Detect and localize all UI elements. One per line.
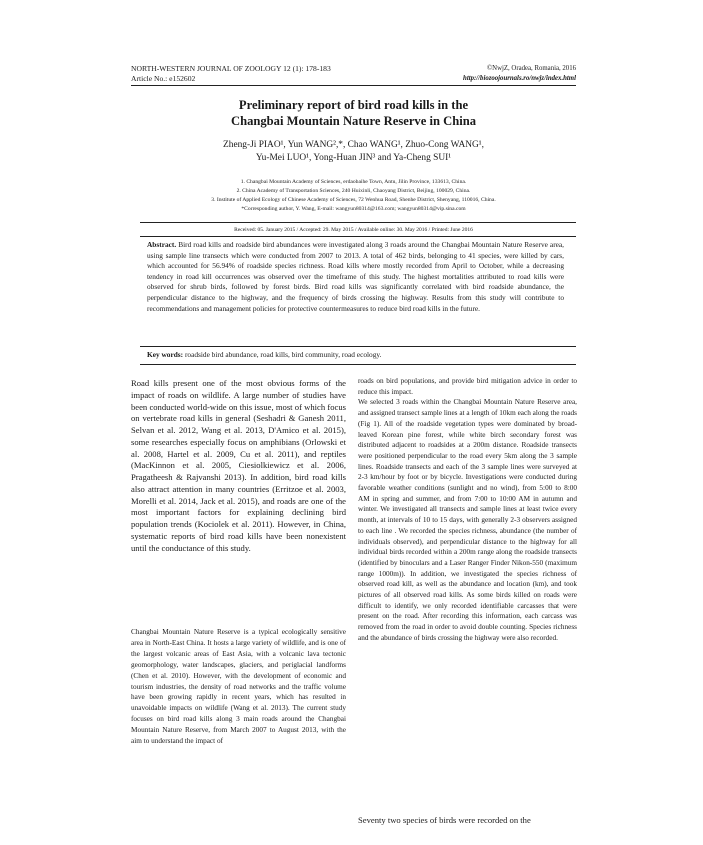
affiliations <box>131 178 576 214</box>
journal-name: NORTH-WESTERN JOURNAL OF ZOOLOGY 12 (1): 178-183 <box>131 64 331 73</box>
paragraph-study-area: Changbai Mountain Nature Reserve is a typical ecologically sensitive area in North-East China. It hosts a large variety of wildlife, and is one of the largest volcanic areas of East Asia, with a volcanic lava tectonic geomorphology, water landscapes, glaciers, and periglacial landforms (Chen et al. 2010). However, with the development of economic and tourism industries, the density of road networks and the traffic volume have been growing rapidly in recent years, which has resulted in unavoidable impacts on wildlife (Wang et al. 2013). The current study focuses on bird road kills along 3 main roads around the Changbai Mountain Nature Reserve, from March 2007 to August 2013, with the aim to understand the impact of <box>131 628 346 746</box>
body-right-column <box>358 376 577 644</box>
affiliation-2: 2. China Academy of Transportation Sciences, 240 Huixinli, Chaoyang District, Beijing, 100029, China. <box>236 188 471 194</box>
body-right-column-lower <box>358 815 577 827</box>
journal-copyright-block <box>316 64 576 83</box>
divider-below-keywords <box>140 364 576 365</box>
paragraph-introduction: Road kills present one of the most obvious forms of the impact of roads on wildlife. A large number of studies have been conducted world-wide on this issue, most of which focus on vertebrate road kills in general (Seshadri & Ganesh 2011, Selvan et al. 2012, Wang et al. 2013, D'Amico et al. 2015), some researches especially focus on amphibians (Orlowski et al. 2008, Hartel et al. 2009, Cu et al. 2011), and reptiles (MacKinnon et al. 2005, Ciesiolkiewicz et al. 2006, Pragatheesh & Rajvanshi 2013). In addition, bird road kills also attract attention in many countries (Erritzoe et al. 2003, Morelli et al. 2014, Jack et al. 2015), and roads are one of the most important factors for explaining declining bird population trends (Kociolek et al. 2011). However, in China, systematic reports of bird road kills have been nonexistent until the conductance of this study. <box>131 378 346 553</box>
authors-line-2: Yu-Mei LUO¹, Yong-Huan JIN³ and Ya-Cheng SUI¹ <box>255 153 452 164</box>
journal-url-link[interactable]: http://biozoojournals.ro/nwjz/index.html <box>463 74 576 82</box>
abstract <box>147 240 564 314</box>
abstract-label: Abstract. <box>147 240 177 249</box>
divider-above-dates <box>140 222 576 223</box>
article-title <box>131 98 576 129</box>
body-left-column-lower <box>131 627 346 747</box>
keywords-text: roadside bird abundance, road kills, bird community, road ecology. <box>184 350 382 359</box>
keywords-label: Key words: <box>147 350 184 359</box>
body-left-column <box>131 378 346 554</box>
paragraph-aim: roads on bird populations, and provide bird mitigation advice in order to reduce this impact. <box>358 377 577 396</box>
paragraph-methods: We selected 3 roads within the Changbai Mountain Nature Reserve area, and assigned transect sample lines at a length of 10km each along the roads (Fig 1). All of the roadside vegetation types were dominated by broad-leaved Korean pine forest, while white birch secondary forest was distributed adjacent to roadsides at a 200m distance. Roadside transects were positioned perpendicular to the road every 5km along the 3 sample lines. Roadside transects and each of the 3 sample lines were surveyed at 2-3 km/hour by foot or by bicycle. Investigations were conducted during favorable weather conditions (sunlight and no wind), from 5:00 to 8:00 AM in spring and summer, and from 7:00 to 10:00 AM in autumn and winter. We investigated all transects and sample lines at least twice every month, at intervals of 10 to 15 days, with generally 2-3 observers assigned to each line . We recorded the species richness, abundance (the number of individuals observed), and perpendicular distance to the highway for all individual birds recorded within a 200m range along the roadside transects (identified by binoculars and a Laser Ranger Finder Nikon-550 (maximum range 1000m)). In addition, we investigated the species richness of observed road kill, as well as the abundance and location (km), and took pictures of all observed road kills. As some birds killed on roads were difficult to identify, we only recorded identifiable carcasses that were present on the road. After recording this information, each carcass was removed from the road in order to avoid double counting. Species richness and the abundance of birds crossing the highway were also recorded. <box>358 398 577 642</box>
corresponding-author: *Corresponding author, Y. Wang, E-mail: wangyun80314@163.com; wangyun80314@vip.sina.com <box>241 206 466 212</box>
title-line-1: Preliminary report of bird road kills in the <box>238 98 469 112</box>
affiliation-1: 1. Changbai Mountain Academy of Sciences, erdaobaihe Town, Antu, Jilin Province, 133613, China. <box>240 179 467 185</box>
affiliation-3: 3. Institute of Applied Ecology of Chinese Academy of Sciences, 72 Wenhua Road, Shenhe District, Shenyang, 110016, China. <box>211 197 496 203</box>
divider-above-keywords <box>140 346 576 347</box>
header-divider <box>131 85 576 86</box>
abstract-text: Bird road kills and roadside bird abundances were investigated along 3 roads around the Changbai Mountain Nature Reserve area, using sample line transects which were conducted from 2007 to 2013. A total of 462 birds, belonging to 41 species, were killed by cars, which accounted for 56.94% of roadside species richness. Road kills where mostly recorded from April to October, while a decreasing tendency in road kill occurrences was observed over the timeframe of this study. The highest mortalities attributed to road kills were observed for shrub birds, followed by forest birds. Bird road kills was significantly correlated with bird roadside abundance, the perpendicular distance to the highway, and the frequency of birds crossing the highway. Results from this study will contribute to recommendations and management policies for protective countermeasures to reduce bird road kills in the future. <box>147 240 564 313</box>
keywords <box>147 350 564 360</box>
authors-line-1: Zheng-Ji PIAO¹, Yun WANG²,*, Chao WANG¹, Zhuo-Cong WANG¹, <box>223 140 484 150</box>
author-list <box>131 139 576 166</box>
title-line-2: Changbai Mountain Nature Reserve in China <box>230 113 477 128</box>
received-dates: Received: 05. January 2015 / Accepted: 29. May 2015 / Available online: 30. May 2016 / Printed: June 2016 <box>234 227 473 233</box>
paragraph-results-start: Seventy two species of birds were recorded on the <box>358 815 531 825</box>
copyright-line: ©NwjZ, Oradea, Romania, 2016 <box>487 65 576 72</box>
divider-below-dates <box>140 236 576 237</box>
article-number: Article No.: e152602 <box>131 73 196 83</box>
